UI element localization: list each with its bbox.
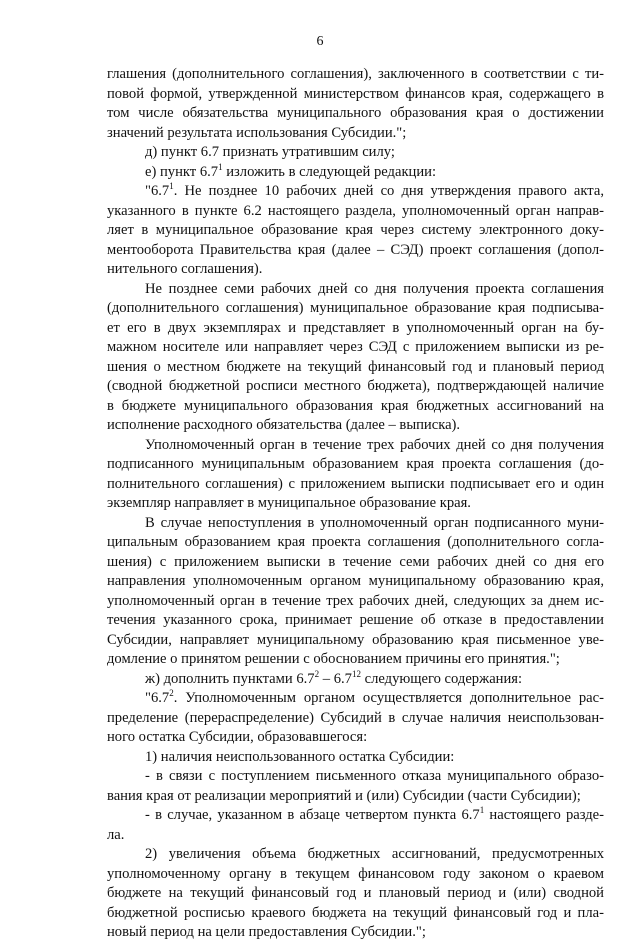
text-line [107, 104, 604, 124]
text-line [107, 592, 604, 612]
text-line [107, 280, 604, 300]
text-line [107, 358, 604, 378]
text-run: бюджетной росписью краевого бюджета на текущий финансовый год и пла- [107, 904, 604, 921]
text-run: указанного в пункте 6.2 настоящего раздела, уполномоченный орган направ- [107, 202, 604, 219]
text-line [107, 709, 604, 729]
text-run: уполномоченный орган в течение трех рабочих дней, следующих за днем ис- [107, 592, 604, 609]
text-run: повой формой, утвержденной министерством финансов края, содержащего в [107, 85, 604, 102]
text-run: шения о местном бюджете на текущий финансовый год и плановый период [107, 358, 604, 375]
text-line [107, 533, 604, 553]
text-run: глашения (дополнительного соглашения), заключенного в соответствии с ти- [107, 66, 604, 82]
text-line [107, 319, 604, 339]
text-run: направления уполномоченным органом муниципальному образованию края, [107, 573, 604, 589]
superscript: 2 [314, 668, 320, 679]
text-run: "6.7 [145, 183, 170, 199]
text-run: нительного соглашения). [107, 261, 263, 277]
text-line [107, 182, 604, 202]
text-run: полнительного соглашения) с приложением выписки подписывает его и один [107, 475, 604, 492]
text-run: д) пункт 6.7 признать утратившим силу; [145, 144, 395, 160]
text-line [107, 436, 604, 456]
text-run: ляет в муниципальное образование края через систему электронного доку- [107, 222, 604, 238]
text-line [107, 124, 604, 144]
text-line [107, 728, 604, 748]
text-run: вания края от реализации мероприятий и (или) Субсидии (части Субсидии); [107, 787, 581, 804]
text-run: течения указанного срока, принимает решение об отказе в предоставлении [107, 612, 604, 628]
text-run: том числе обязательства муниципального образования края о достижении [107, 105, 604, 121]
text-line [107, 494, 604, 514]
text-run: ет его в двух экземплярах и представляет в уполномоченный орган на бу- [107, 319, 604, 336]
text-line [107, 514, 604, 534]
text-run: 2) увеличения объема бюджетных ассигнований, предусмотренных [145, 846, 604, 862]
text-run: настоящего разде- [484, 807, 604, 823]
text-line [107, 767, 604, 787]
text-run: В случае непоступления в уполномоченный орган подписанного муни- [145, 514, 604, 531]
text-line [107, 806, 604, 826]
text-line [107, 572, 604, 592]
text-run: "6.7 [145, 690, 170, 706]
text-line [107, 221, 604, 241]
text-line [107, 670, 604, 690]
text-run: - в случае, указанном в абзаце четвертом пункта 6.7 [145, 807, 480, 823]
text-line [107, 553, 604, 573]
text-run: значений результата использования Субсидии."; [107, 124, 407, 141]
text-line [107, 865, 604, 885]
text-line [107, 748, 604, 768]
text-run: ла. [107, 826, 125, 843]
text-run: ципальным образованием края проекта соглашения (дополнительного согла- [107, 534, 604, 550]
text-line [107, 163, 604, 183]
text-run: новый период на цели предоставления Субсидии."; [107, 924, 426, 940]
text-line [107, 787, 604, 807]
text-run: ментооборота Правительства края (далее – СЭД) проект соглашения (допол- [107, 241, 604, 258]
text-line [107, 241, 604, 261]
text-run: уполномоченному органу в текущем финансовом году законом о краевом [107, 865, 604, 882]
text-run: подписанного муниципальным образованием края проекта соглашения (до- [107, 456, 604, 472]
page-number: 6 [316, 34, 324, 49]
superscript: 12 [351, 668, 361, 679]
superscript: 1 [479, 805, 485, 815]
text-run: пределение (перераспределение) Субсидий в случае наличия неиспользован- [107, 709, 604, 726]
text-line [107, 689, 604, 709]
text-line [107, 202, 604, 222]
text-line [107, 826, 604, 846]
text-run: (дополнительного соглашения) муниципальное образование края подписыва- [107, 300, 604, 316]
text-line [107, 299, 604, 319]
text-run: (сводной бюджетной росписи местного бюджета), подтверждающей наличие [107, 378, 604, 394]
text-line [107, 377, 604, 397]
text-run: Субсидии, направляет муниципальному образованию края письменное уве- [107, 631, 604, 648]
text-run: в бюджете муниципального образования края бюджетных ассигнований на [107, 397, 604, 414]
superscript: 2 [169, 688, 174, 698]
text-run: ж) дополнить пунктами 6.7 [145, 670, 315, 687]
text-run: . Уполномоченным органом осуществляется дополнительное рас- [173, 690, 604, 706]
text-run: экземпляр направляет в муниципальное образование края. [107, 495, 471, 511]
text-line [107, 923, 604, 943]
text-line [107, 904, 604, 924]
text-line [107, 475, 604, 495]
text-line [107, 65, 604, 85]
text-run: мажном носителе или направляет через СЭД с приложением выписки из ре- [107, 339, 604, 355]
text-run: Уполномоченный орган в течение трех рабочих дней со дня получения [145, 436, 604, 453]
text-run: – 6.7 [319, 670, 352, 687]
text-run: шения) с приложением выписки в течение семи рабочих дней со дня его [107, 553, 604, 570]
superscript: 1 [218, 161, 223, 172]
text-line [107, 338, 604, 358]
text-run: изложить в следующей редакции: [222, 163, 437, 180]
text-run: следующего содержания: [360, 670, 523, 687]
text-line [107, 631, 604, 651]
body-text [107, 65, 604, 943]
text-run: - в связи с поступлением письменного отказа муниципального образо- [145, 768, 604, 784]
text-run: е) пункт 6.7 [145, 163, 219, 180]
text-run: . Не позднее 10 рабочих дней со дня утверждения правого акта, [173, 183, 604, 199]
text-run: домление о принятом решении с обоснованием причины его принятия."; [107, 651, 560, 667]
text-line [107, 85, 604, 105]
text-line [107, 397, 604, 417]
text-line [107, 455, 604, 475]
text-line [107, 611, 604, 631]
superscript: 1 [169, 181, 174, 191]
text-line [107, 884, 604, 904]
text-run: исполнение расходного обязательства (далее – выписка). [107, 417, 461, 433]
text-line [107, 416, 604, 436]
text-run: Не позднее семи рабочих дней со дня получения проекта соглашения [145, 280, 604, 297]
text-run: 1) наличия неиспользованного остатка Субсидии: [145, 748, 455, 765]
text-line [107, 260, 604, 280]
text-line [107, 650, 604, 670]
text-run: ного остатка Субсидии, образовавшегося: [107, 729, 368, 745]
text-line [107, 143, 604, 163]
text-line [107, 845, 604, 865]
text-run: бюджете на текущий финансовый год и плановый период и (или) сводной [107, 885, 604, 901]
